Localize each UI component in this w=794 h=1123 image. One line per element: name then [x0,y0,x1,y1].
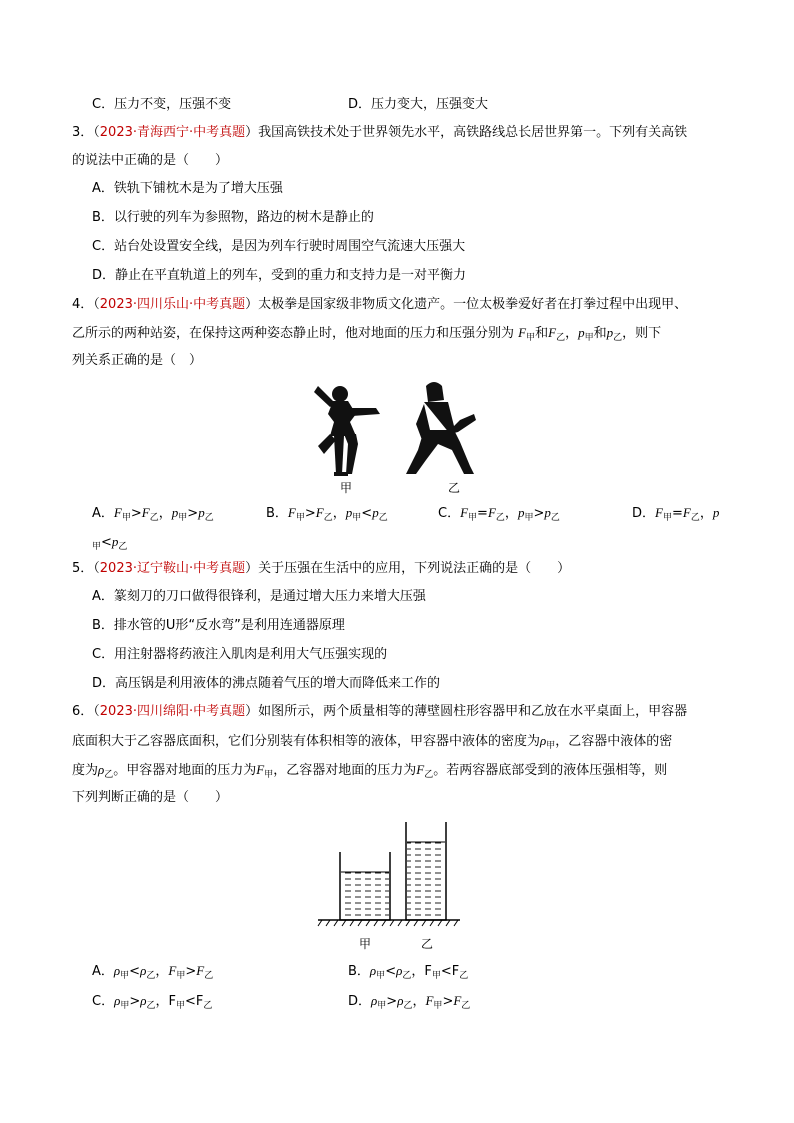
subscript: 乙 [556,333,566,343]
q6-option-d: D．$\rho_甲>\rho_乙$，$F_甲>F_乙$ [348,993,471,1011]
q5-stem [72,560,570,578]
q6-stem-text2: 底面积大于乙容器底面积，它们分别装有体积相等的液体，甲容器中液体的密度为 [72,734,541,749]
q4-option-d-wrap: $_甲<p_乙$ [92,534,128,552]
q3-stem-line2: 的说法中正确的是（ ） [72,153,229,168]
figure-label-jia: 甲 [359,937,372,951]
q4-option-c: C．$F_甲=F_乙$，$p_甲>p_乙$ [438,505,560,523]
q6-stem-line2 [72,732,672,755]
q6-option-a: A．$\rho_甲<\rho_乙$，$F_甲>F_乙$ [92,963,214,981]
subscript: 乙 [613,333,623,343]
q6-stem-line3 [72,761,667,784]
q3-number: 3．（ [72,125,100,140]
subscript: 甲 [526,333,536,343]
q6-stem-text3d: 。若两容器底部受到的液体压强相等，则 [433,763,668,778]
taichi-figure [300,374,500,500]
q4-option-a: A．$F_甲>F_乙$，$p_甲>p_乙$ [92,505,214,523]
figure-label-yi: 乙 [448,481,461,495]
q6-option-b: B．$\rho_甲<\rho_乙$，$F_甲<F_乙$ [348,963,469,981]
q3-stem [72,124,687,142]
subscript: 乙 [424,770,434,780]
symbol-rho: ρ [98,762,105,777]
q4-stem-text: ）太极拳是国家级非物质文化遗产。一位太极拳爱好者在打拳过程中出现甲、 [245,297,688,312]
conj: 和 [535,326,549,341]
q5-source: 2023·辽宁鞍山·中考真题 [99,561,246,576]
figure-label-yi: 乙 [421,937,434,951]
q6-stem [72,703,687,721]
q6-stem-text3b: 。甲容器对地面的压力为 [113,763,257,778]
q5-option-b: B．排水管的U形“反水弯”是利用连通器原理 [92,618,345,633]
q6-number: 6．（ [72,704,100,719]
q2-option-c: C．压力不变，压强不变 [92,97,232,112]
q3-source: 2023·青海西宁·中考真题 [99,125,246,140]
symbol-F: F [256,762,265,777]
container-yi [406,822,446,920]
symbol-rho: ρ [540,733,547,748]
subscript: 甲 [546,741,556,751]
q5-number: 5．（ [72,561,100,576]
q4-stem-text2: 乙所示的两种站姿，在保持这两种姿态静止时，他对地面的压力和压强分别为 [72,326,515,341]
q3-option-a: A．铁轨下铺枕木是为了增大压强 [92,181,283,196]
q4-option-d: D．$F_甲=F_乙$，p [632,505,720,523]
q6-stem-text: ）如图所示，两个质量相等的薄壁圆柱形容器甲和乙放在水平桌面上，甲容器 [245,704,688,719]
q3-option-c: C．站台处设置安全线，是因为列车行驶时周围空气流速大压强大 [92,239,466,254]
q4-number: 4．（ [72,297,100,312]
q2-option-d: D．压力变大，压强变大 [348,97,489,112]
subscript: 乙 [104,770,114,780]
q6-source: 2023·四川绵阳·中考真题 [99,704,246,719]
q4-stem-tail: ，则下 [622,326,662,341]
containers-figure [314,816,464,956]
q4-stem-line2 [72,324,661,347]
comma: ， [565,326,579,341]
symbol-p: p [606,325,614,340]
q5-stem-text: ）关于压强在生活中的应用，下列说法正确的是（ ） [245,561,571,576]
figure-label-jia: 甲 [340,481,353,495]
symbol-p: p [578,325,585,340]
q4-option-b: B．$F_甲>F_乙$，$p_甲<p_乙$ [266,505,388,523]
symbol-F: F [416,762,425,777]
symbol-F: F [518,325,527,340]
q3-stem-text: ）我国高铁技术处于世界领先水平，高铁路线总长居世界第一。下列有关高铁 [245,125,688,140]
q3-option-b: B．以行驶的列车为参照物，路边的树木是静止的 [92,210,374,225]
q6-option-c: C．$\rho_甲>\rho_乙$，$F_甲<F_乙$ [92,993,213,1011]
q4-source: 2023·四川乐山·中考真题 [99,297,246,312]
symbol-F: F [548,325,557,340]
q3-option-d: D．静止在平直轨道上的列车，受到的重力和支持力是一对平衡力 [92,268,467,283]
q6-stem-text3c: ，乙容器对地面的压力为 [273,763,417,778]
conj: 和 [593,326,607,341]
ground [318,920,460,926]
taichi-figure-jia [314,386,380,476]
container-jia [340,852,390,920]
q6-stem-text3a: 度为 [72,763,99,778]
q5-option-c: C．用注射器将药液注入肌肉是利用大气压强实现的 [92,647,388,662]
q4-stem [72,296,687,314]
q6-stem-text2b: ，乙容器中液体的密 [555,734,673,749]
taichi-figure-yi [406,382,476,474]
q5-option-d: D．高压锅是利用液体的沸点随着气压的增大而降低来工作的 [92,676,441,691]
q5-option-a: A．篆刻刀的刀口做得很锋利，是通过增大压力来增大压强 [92,589,426,604]
subscript: 甲 [584,333,594,343]
subscript: 甲 [264,770,274,780]
q4-stem-line3: 列关系正确的是（ ） [72,353,203,368]
q6-stem-line4: 下列判断正确的是（ ） [72,790,229,805]
